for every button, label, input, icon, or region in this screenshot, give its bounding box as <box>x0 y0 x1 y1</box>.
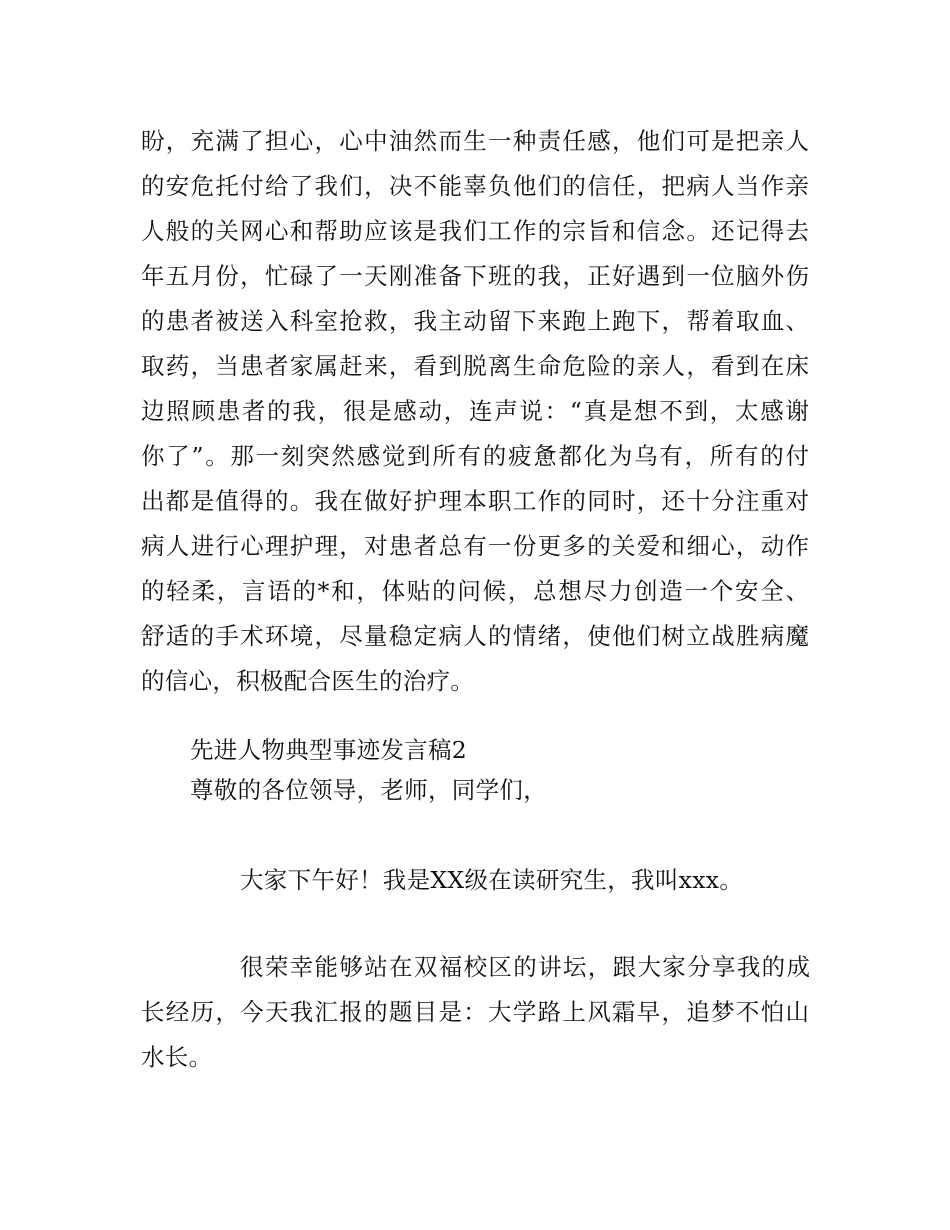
paragraph-line: 出都是值得的。我在做好护理本职工作的同时，还十分注重对 <box>141 487 809 515</box>
paragraph-line: 的安危托付给了我们，决不能辜负他们的信任，把病人当作亲 <box>141 172 809 200</box>
paragraph-line: 年五月份，忙碌了一天刚准备下班的我，正好遇到一位脑外伤 <box>141 262 809 290</box>
paragraph-line: 边照顾患者的我，很是感动，连声说：“真是想不到，太感谢 <box>141 397 809 425</box>
salutation: 尊敬的各位领导，老师，同学们， <box>190 776 547 804</box>
paragraph-line: 的信心，积极配合医生的治疗。 <box>141 667 475 695</box>
paragraph-line: 水长。 <box>141 1043 213 1071</box>
paragraph-line: 很荣幸能够站在双福校区的讲坛，跟大家分享我的成 <box>240 953 810 981</box>
paragraph-line: 取药，当患者家属赶来，看到脱离生命危险的亲人，看到在床 <box>141 352 809 380</box>
paragraph-line: 你了”。那一刻突然感觉到所有的疲惫都化为乌有，所有的付 <box>141 442 809 470</box>
paragraph-line: 舒适的手术环境，尽量稳定病人的情绪，使他们树立战胜病魔 <box>141 622 809 650</box>
greeting: 大家下午好！我是XX级在读研究生，我叫xxx。 <box>240 866 744 894</box>
section-title: 先进人物典型事迹发言稿2 <box>190 736 468 764</box>
paragraph-line: 人般的关网心和帮助应该是我们工作的宗旨和信念。还记得去 <box>141 217 809 245</box>
paragraph-line: 盼，充满了担心，心中油然而生一种责任感，他们可是把亲人 <box>141 127 809 155</box>
paragraph-line: 病人进行心理护理，对患者总有一份更多的关爱和细心，动作 <box>141 532 809 560</box>
paragraph-line: 的患者被送入科室抢救，我主动留下来跑上跑下，帮着取血、 <box>141 307 809 335</box>
paragraph-line: 的轻柔，言语的*和，体贴的问候，总想尽力创造一个安全、 <box>141 577 809 605</box>
paragraph-line: 长经历，今天我汇报的题目是：大学路上风霜早，追梦不怕山 <box>141 998 809 1026</box>
